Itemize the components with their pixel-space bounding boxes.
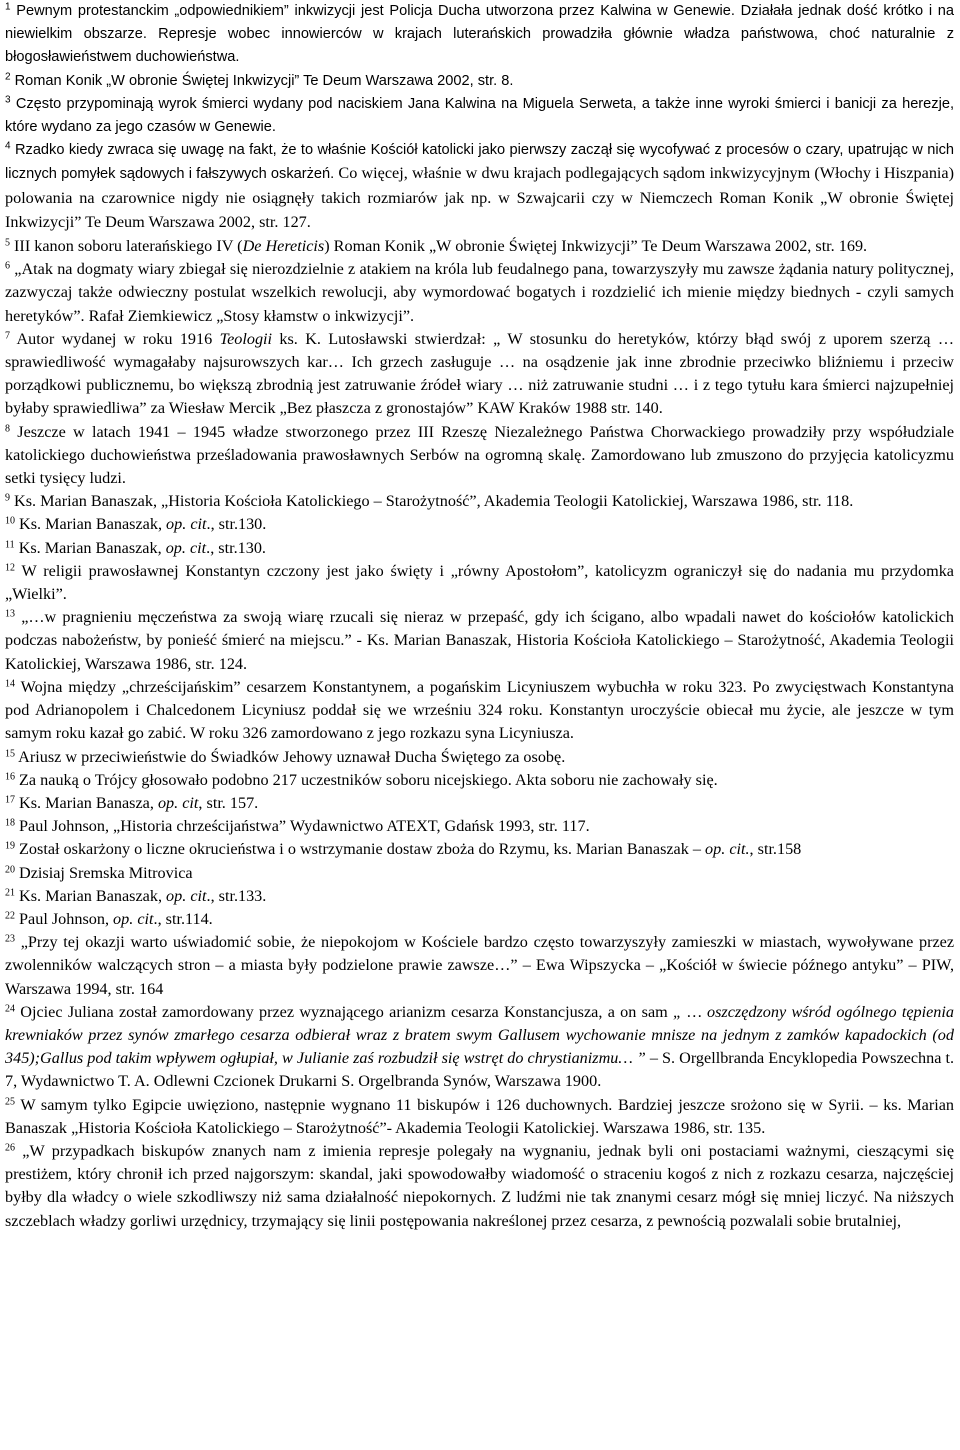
footnote-number: 1 <box>5 1 11 13</box>
footnote-6 <box>5 258 954 328</box>
footnote-text: ks. K. Lutosławski stwierdzał: „ W stosunku do heretyków, którzy błąd swój z uporem szerzą … sprawiedliwość wymagałaby najsurowszych kar… Ich grzech zasługuje … na osądzenie jak inne zbrodnie przeciwko bliźniemu i przeciw porządkowi publicznemu, bo większą zbrodnią jest zatruwanie źródeł wiary … niż zatruwanie studni … i z tego tytułu kara śmierci najzupełniej byłaby sprawiedliwa” za Wiesław Mercik „Bez płaszcza z gronostajów” KAW Kraków 1988 str. 140. <box>5 329 955 418</box>
footnote-4 <box>5 139 954 235</box>
footnote-italic-text: op. cit <box>113 909 154 928</box>
footnote-number: 15 <box>5 748 15 759</box>
footnote-number: 5 <box>5 237 10 249</box>
footnote-22 <box>5 908 954 931</box>
footnote-26 <box>5 1140 954 1233</box>
footnote-14 <box>5 676 954 746</box>
footnote-15 <box>5 746 954 769</box>
footnote-text: Dzisiaj Sremska Mitrovica <box>19 863 193 882</box>
footnote-number: 20 <box>5 864 15 876</box>
footnote-number: 6 <box>5 260 10 272</box>
footnote-text: W samym tylko Egipcie uwięziono, następnie wygnano 11 biskupów i 126 duchownych. Bardziej jeszcze srożono się w Syrii. – ks. Marian Banaszak „Historia Kościoła Katolickiego – Starożytność”- Akademia Teologii Katolickiej. Warszawa 1986, str. 135. <box>5 1095 954 1137</box>
footnote-text: III kanon soboru laterańskiego IV ( <box>14 237 243 256</box>
footnote-text: „…w pragnieniu męczeństwa za swoją wiarę rzucali się nieraz w przepaść, gdy ich ścigano, albo wpadali nawet do kościołów katolickich podczas nabożeństw, by ponieść śmierć na miejscu.” - Ks. Marian Banaszak, Historia Kościoła Katolickiego – Starożytność, Akademia Teologii Katolickiej, Warszawa 1986, str. 124. <box>5 608 954 673</box>
footnote-text: W religii prawosławnej Konstantyn czczony jest jako święty i „równy Apostołom”, katolicyzm ograniczył się do nadania mu przydomka „Wielki”. <box>5 561 954 604</box>
footnote-9 <box>5 490 954 513</box>
footnote-17 <box>5 792 954 815</box>
footnote-8 <box>5 421 954 491</box>
footnote-number: 18 <box>5 817 15 829</box>
footnote-text: ., str.114. <box>153 909 213 928</box>
footnote-text: , str. 157. <box>198 793 259 812</box>
footnote-text: Ks. Marian Banaszak, <box>19 515 167 534</box>
footnote-number: 17 <box>5 794 15 806</box>
footnote-text: Jeszcze w latach 1941 – 1945 władze stworzonego przez III Rzeszę Niezależnego Państwa Chorwackiego prowadziły przy współudziale katolickiego duchowieństwa prześladowania prawosławnych Serbów na ogromną skalę. Zamordowano lub zmuszono do przyjęcia katolicyzmu setki tysięcy ludzi. <box>5 422 955 488</box>
footnote-text: Ks. Marian Banaszak, „Historia Kościoła Katolickiego – Starożytność”, Akademia Teologii Katolickiej, Warszawa 1986, str. 118. <box>14 492 854 511</box>
footnote-number: 13 <box>5 608 15 620</box>
footnote-number: 2 <box>5 71 11 83</box>
footnote-text: Rzadko kiedy zwraca się uwagę na fakt, że to właśnie Kościół katolicki jako pierwszy zaczął się wycofywać z procesów o czary, upatrując w nich licznych pomyłek sądowych i fałszywych oskarżeń. <box>5 142 955 183</box>
footnote-12 <box>5 560 954 606</box>
footnote-number: 21 <box>5 887 15 899</box>
footnote-number: 11 <box>5 539 15 551</box>
footnote-18 <box>5 815 954 838</box>
footnote-text: Często przypominają wyrok śmierci wydany pod naciskiem Jana Kalwina na Miguela Serweta, a także inne wyroki śmierci i banicji za herezje, które wydano za jego czasów w Genewie. <box>5 95 954 136</box>
footnote-16 <box>5 769 954 792</box>
footnote-text: Wojna między „chrześcijańskim” cesarzem Konstantynem, a pogańskim Licyniuszem wybuchła w roku 323. Po zwycięstwach Konstantyna pod Adrianopolem i Chalcedonem Licyniusz poddał się we wrześniu 324 roku. Konstantyn uroczyście obiecał mu życie, ale jeszcze w tym samym roku kazał go zabić. W roku 326 zamordowano z jego rozkazu syna Licyniusza. <box>5 677 954 743</box>
footnote-text: ) Roman Konik „W obronie Świętej Inkwizycji” Te Deum Warszawa 2002, str. 169. <box>324 237 868 256</box>
footnote-italic-text: „ … oszczędzony wśród ogólnego tępienia krewniaków przez synów zmarłego cesarza odbierał wraz z bratem swym Gallusem wychowanie mnisze na jednym z zamków kapadockich (od 345);Gallus pod takim wpływem ogłupiał, w Julianie zaś rozbudził się wstręt do chrystianizmu… ” <box>5 1002 954 1068</box>
footnote-number: 25 <box>5 1096 15 1108</box>
footnote-number: 26 <box>5 1142 15 1154</box>
footnote-number: 12 <box>5 562 15 574</box>
footnote-text: Ks. Marian Banaszak, <box>19 886 167 905</box>
footnote-5 <box>5 235 954 258</box>
footnote-text: Ks. Marian Banaszak, <box>18 538 166 557</box>
footnote-number: 8 <box>5 423 10 435</box>
footnote-text: Autor wydanej w roku 1916 <box>16 329 220 348</box>
footnote-text: Co więcej, właśnie w dwu krajach podlegających sądom inkwizycyjnym (Włochy i Hiszpania) polowania na czarownice nigdy nie osiągnęły takich rozmiarów jak np. w Szwajcarii czy w Niemczech Roman Konik „W obronie Świętej Inkwizycji” Te Deum Warszawa 2002, str. 127. <box>5 164 954 231</box>
footnote-19 <box>5 838 954 861</box>
footnote-number: 3 <box>5 94 11 106</box>
footnote-number: 14 <box>5 678 15 690</box>
footnote-text: – S. Orgellbranda Encyklopedia Powszechna t. 7, Wydawnictwo T. A. Odlewni Czcionek Drukarni S. Orgelbranda Synów, Warszawa 1900. <box>5 1049 954 1091</box>
footnote-italic-text: De Hereticis <box>242 237 325 256</box>
footnote-text: ., str.133. <box>206 886 267 905</box>
footnote-10 <box>5 513 954 536</box>
footnote-21 <box>5 885 954 908</box>
footnote-number: 10 <box>5 515 15 527</box>
footnote-number: 19 <box>5 840 15 852</box>
footnote-text: Został oskarżony o liczne okrucieństwa i o wstrzymanie dostaw zboża do Rzymu, ks. Marian Banaszak – <box>19 840 706 859</box>
footnote-1 <box>5 0 954 70</box>
footnote-text: Ks. Marian Banasza, <box>19 793 158 812</box>
footnote-text: Pewnym protestanckim „odpowiednikiem” inkwizycji jest Policja Ducha utworzona przez Kalwina w Genewie. Działała jednak dość krótko i na niewielkim obszarze. Represje wobec innowierców w krajach luterańskich prowadziła głównie władza państwowa, choć naturalnie z błogosławieństwem duchowieństwa. <box>5 3 954 66</box>
footnote-number: 23 <box>5 933 15 945</box>
footnote-text: „W przypadkach biskupów znanych nam z imienia represje polegały na wygnaniu, jednak byli oni postaciami ważnymi, cieszącymi się prestiżem, który chronił ich przed najgorszym: skandal, jaki spowodowałby wiadomość o straceniu kogoś z nich z rozkazu cesarza, najczęściej byłby dla władcy o wiele szkodliwszy niż sama działalność niepokornych. Z ludźmi nie tak znanymi cesarz mógł się mniej liczyć. Na niższych szczeblach władzy gorliwi urzędnicy, trzymający się linii postępowania nakreślonej przez cesarza, z pewnością pozwalali sobie brutalniej, <box>5 1141 955 1230</box>
footnote-25 <box>5 1094 954 1140</box>
footnote-text: Ariusz w przeciwieństwie do Świadków Jehowy uznawał Ducha Świętego za osobę. <box>18 747 566 766</box>
footnote-text: Paul Johnson, „Historia chrześcijaństwa” Wydawnictwo ATEXT, Gdańsk 1993, str. 117. <box>19 817 590 836</box>
footnote-italic-text: op. cit <box>157 793 199 812</box>
footnote-23 <box>5 931 954 1001</box>
footnote-text: „Przy tej okazji warto uświadomić sobie, że niepokojom w Kościele bardzo często towarzyszyły zamieszki w miastach, wywoływane przez zwolenników walczących stron – a miasta były podzielone prawie zawsze…” – Ewa Wipszycka – „Kościół w świecie późnego antyku” – PIW, Warszawa 1994, str. 164 <box>5 933 955 998</box>
footnote-text: Roman Konik „W obronie Świętej Inkwizycji” Te Deum Warszawa 2002, str. 8. <box>14 72 514 89</box>
footnote-2 <box>5 70 954 93</box>
footnote-7 <box>5 328 954 421</box>
footnote-italic-text: op. cit <box>165 538 207 557</box>
footnote-italic-text: op. cit. <box>705 840 750 859</box>
footnote-text: Paul Johnson, <box>19 909 114 928</box>
footnote-text: „Atak na dogmaty wiary zbiegał się nierozdzielnie z atakiem na króla lub feudalnego pana, towarzyszyły mu zawsze żądania natury politycznej, zazwyczaj także odwieczny postulat wszelkich rewolucji, aby wymordować bogatych i rozdzielić ich mienie między biednych - czyli samych heretyków”. Rafał Ziemkiewicz „Stosy kłamstw o inkwizycji”. <box>5 260 955 325</box>
footnote-20 <box>5 862 954 885</box>
footnote-text: , str.158 <box>749 840 802 859</box>
footnote-text: ., str.130. <box>206 538 266 557</box>
footnote-text: Ojciec Juliana został zamordowany przez wyznającego arianizm cesarza Konstancjusza, a on sam <box>20 1002 674 1021</box>
footnote-number: 22 <box>5 910 15 922</box>
footnote-24 <box>5 1001 954 1094</box>
footnote-text: Za nauką o Trójcy głosowało podobno 217 uczestników soboru nicejskiego. Akta soboru nie zachowały się. <box>19 770 718 789</box>
footnote-13 <box>5 606 954 676</box>
footnote-number: 24 <box>5 1003 15 1015</box>
footnote-number: 16 <box>5 771 15 783</box>
footnote-italic-text: op. cit <box>166 515 207 534</box>
footnote-number: 7 <box>5 330 10 342</box>
footnote-italic-text: op. cit <box>166 886 207 905</box>
footnote-number: 9 <box>5 492 10 504</box>
footnote-3 <box>5 93 954 139</box>
footnote-text: ., str.130. <box>206 515 267 534</box>
footnote-number: 4 <box>5 140 11 152</box>
footnote-italic-text: Teologii <box>219 329 273 348</box>
footnote-11 <box>5 537 954 560</box>
